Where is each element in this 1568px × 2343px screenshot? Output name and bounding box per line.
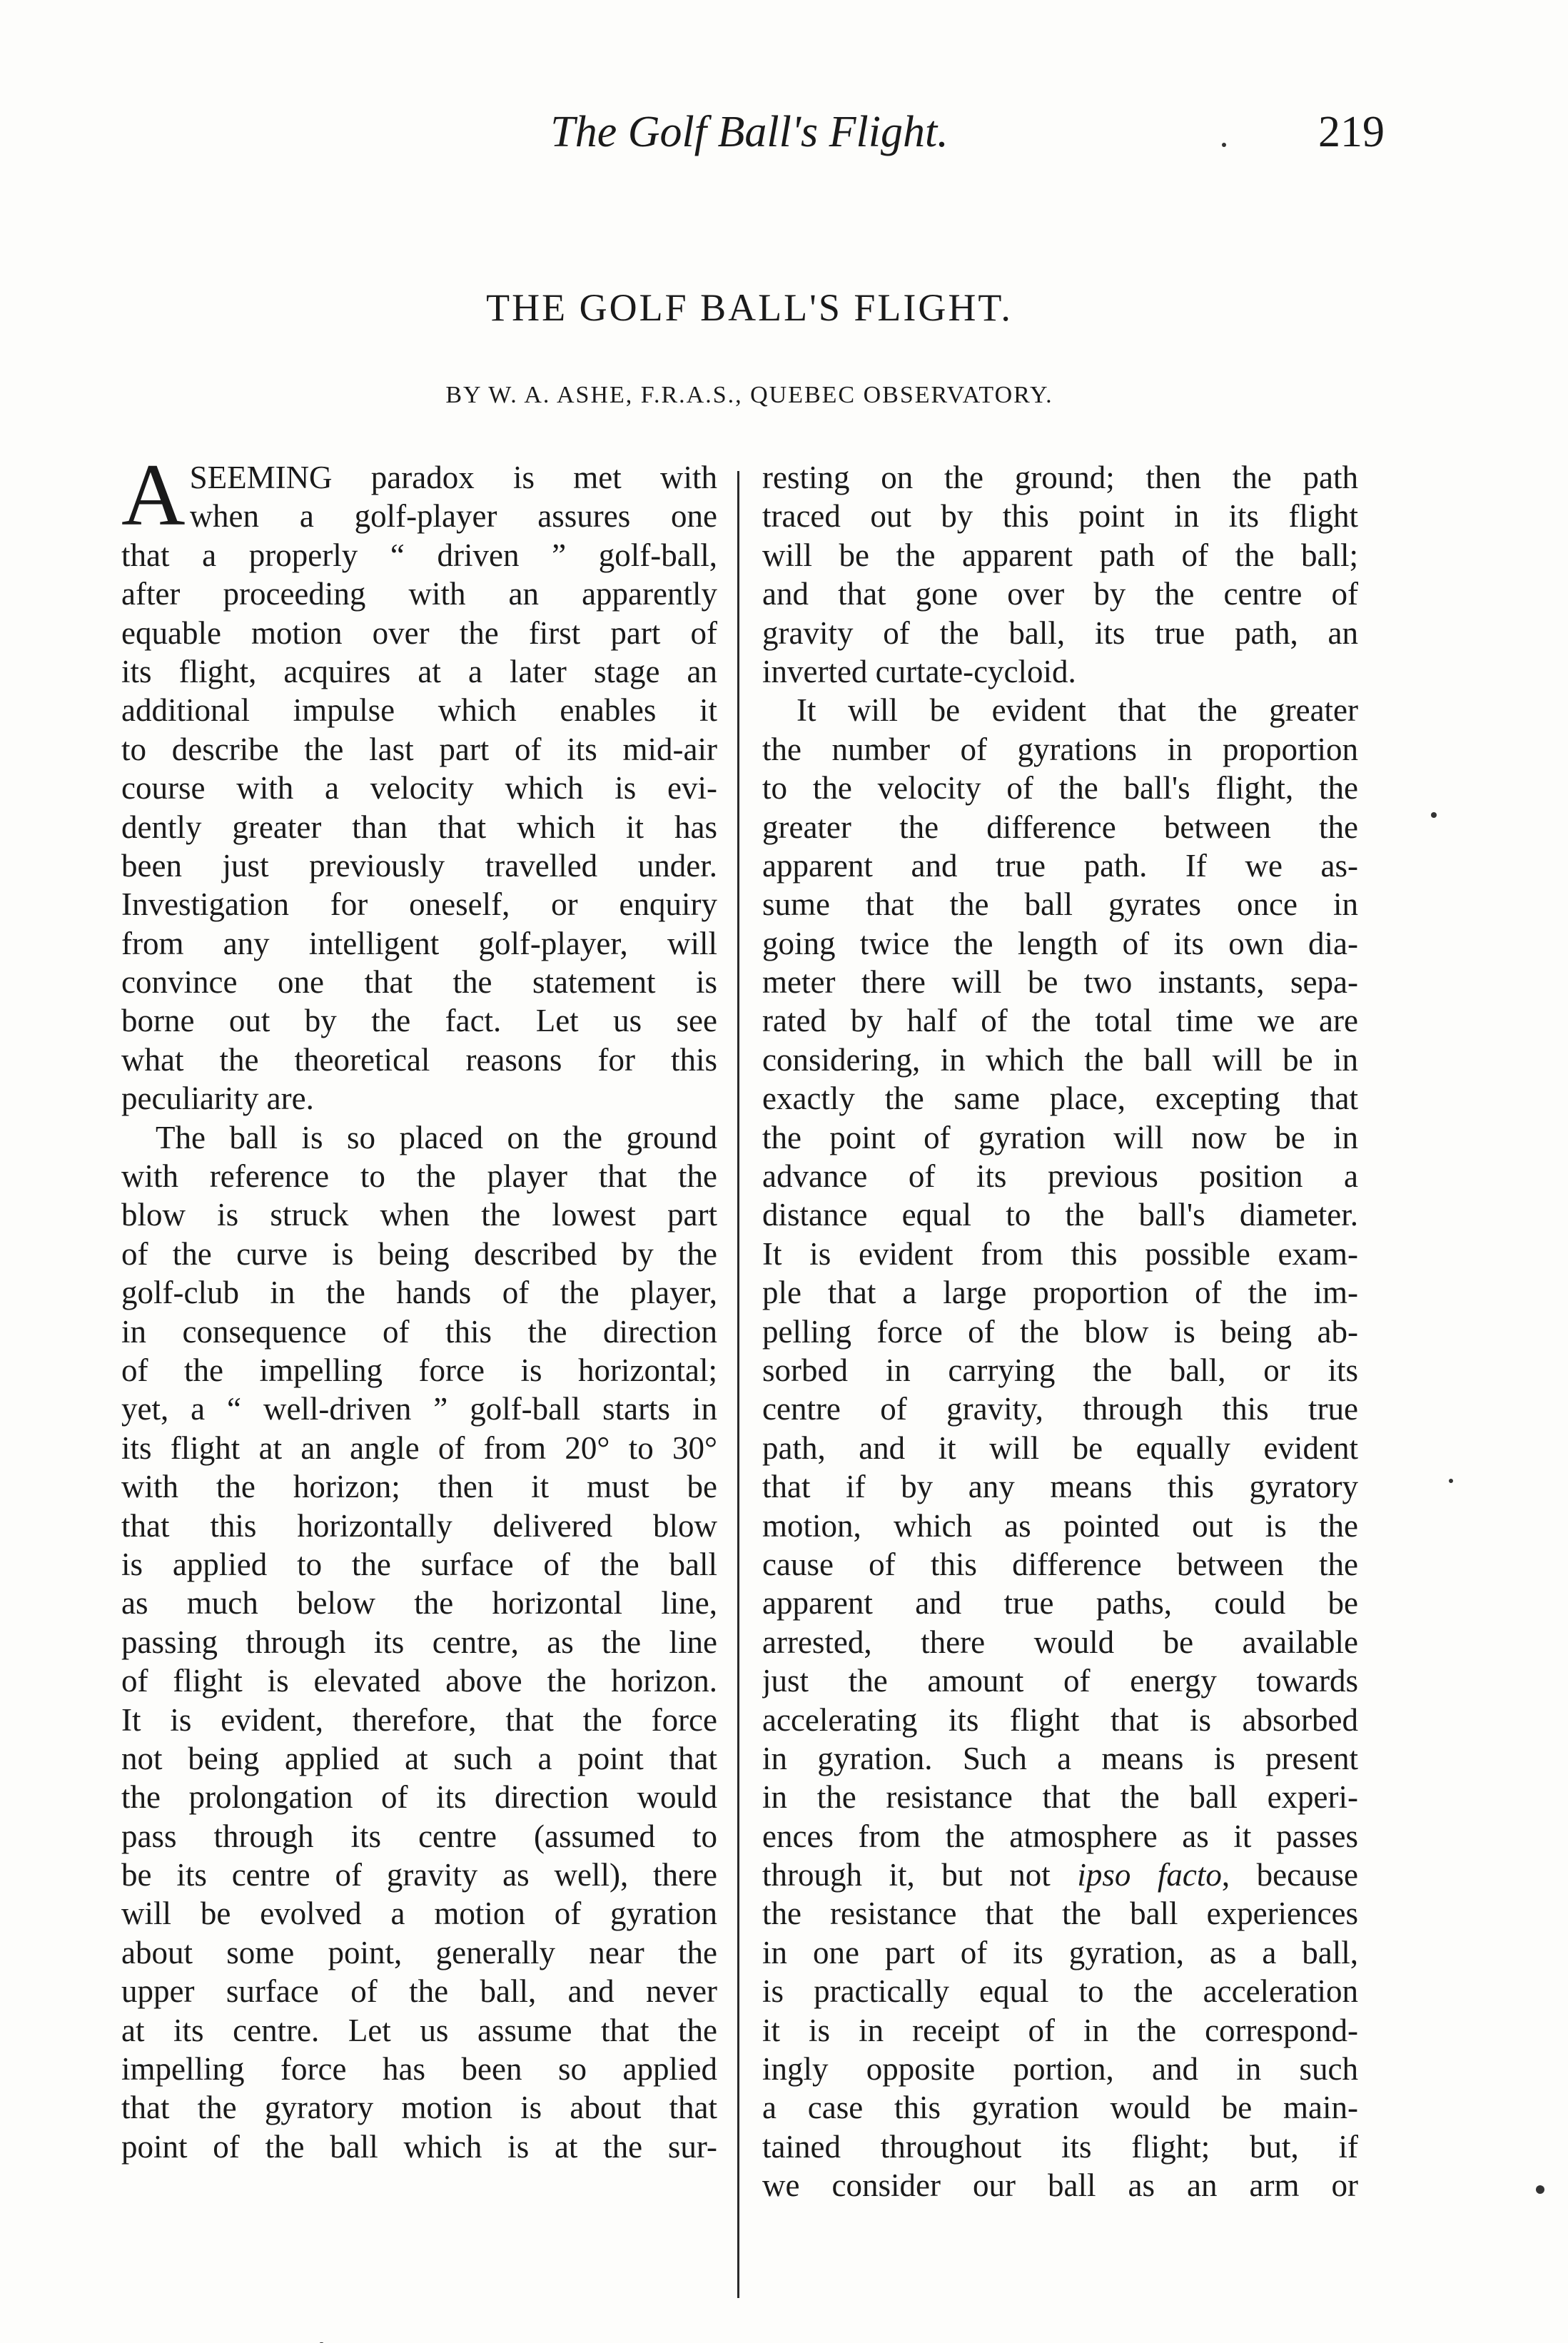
text-line: arrested, there would be available bbox=[762, 1624, 1358, 1660]
text-line: inverted curtate-cycloid. bbox=[762, 653, 1076, 689]
text-line: yet, a “ well-driven ” golf-ball starts in bbox=[121, 1391, 717, 1427]
text-line: that if by any means this gyratory bbox=[762, 1469, 1358, 1505]
text-line: pelling force of the blow is being ab- bbox=[762, 1313, 1358, 1350]
text-line: a case this gyration would be main- bbox=[762, 2090, 1358, 2126]
text-line: accelerating its flight that is absorbed bbox=[762, 1701, 1358, 1738]
text-line: course with a velocity which is evi- bbox=[121, 770, 717, 806]
text-line: centre of gravity, through this true bbox=[762, 1391, 1358, 1427]
text-line: will be the apparent path of the ball; bbox=[762, 537, 1358, 573]
text-line: ences from the atmosphere as it passes bbox=[762, 1818, 1358, 1854]
text-line: dently greater than that which it has bbox=[121, 809, 717, 845]
text-line: path, and it will be equally evident bbox=[762, 1429, 1358, 1466]
text-line-with-italic bbox=[762, 1856, 1358, 1894]
text-line: about some point, generally near the bbox=[121, 1934, 717, 1970]
text-line: sorbed in carrying the ball, or its bbox=[762, 1352, 1358, 1388]
text-line: just the amount of energy towards bbox=[762, 1663, 1358, 1699]
text-line: meter there will be two instants, sepa- bbox=[762, 964, 1358, 1001]
text-line: golf-club in the hands of the player, bbox=[121, 1275, 717, 1311]
text-line: upper surface of the ball, and never bbox=[121, 1973, 717, 2010]
text-line: what the theoretical reasons for this bbox=[121, 1041, 717, 1078]
text-line: from any intelligent golf-player, will bbox=[121, 925, 717, 961]
text-line: motion, which as pointed out is the bbox=[762, 1507, 1358, 1544]
text-line: to the velocity of the ball's flight, the bbox=[762, 770, 1358, 806]
column-divider bbox=[737, 471, 739, 2298]
text-line: that this horizontally delivered blow bbox=[121, 1507, 717, 1544]
text-line: resting on the ground; then the path bbox=[762, 460, 1358, 495]
text-line: gravity of the ball, its true path, an bbox=[762, 614, 1358, 651]
ink-speck bbox=[1431, 812, 1437, 818]
text-line: Investigation for oneself, or enquiry bbox=[121, 886, 717, 923]
text-line: traced out by this point in its flight bbox=[762, 498, 1358, 535]
text-line: greater the difference between the bbox=[762, 809, 1358, 845]
text-line: ple that a large proportion of the im- bbox=[762, 1275, 1358, 1311]
text-line: impelling force has been so applied bbox=[121, 2051, 717, 2088]
text-line: ingly opposite portion, and in such bbox=[762, 2051, 1358, 2088]
text-line: equable motion over the first part of bbox=[121, 614, 717, 651]
text-line: considering, in which the ball will be in bbox=[762, 1041, 1358, 1078]
text-line: when a golf-player assures one bbox=[189, 498, 717, 535]
text-line: apparent and true path. If we as- bbox=[762, 847, 1358, 884]
text-line: with the horizon; then it must be bbox=[121, 1469, 717, 1505]
text-line: of flight is elevated above the horizon. bbox=[121, 1663, 717, 1699]
text-line: the number of gyrations in proportion bbox=[762, 731, 1358, 767]
left-first-line: SEEMING paradox is met with bbox=[189, 460, 717, 495]
text-line: of the impelling force is horizontal; bbox=[121, 1352, 717, 1388]
text-line: peculiarity are. bbox=[121, 1081, 314, 1117]
text-line: is practically equal to the acceleration bbox=[762, 1973, 1358, 2010]
article-title: THE GOLF BALL'S FLIGHT. bbox=[486, 286, 1013, 329]
text-line: in gyration. Such a means is present bbox=[762, 1740, 1358, 1776]
text-line: It will be evident that the greater bbox=[796, 692, 1358, 729]
ink-speck bbox=[1536, 2185, 1544, 2194]
text-line: with reference to the player that the bbox=[121, 1158, 717, 1195]
text-segment: , because bbox=[1221, 1857, 1358, 1893]
text-line: it is in receipt of in the correspond- bbox=[762, 2012, 1358, 2048]
text-line: be its centre of gravity as well), there bbox=[121, 1857, 717, 1893]
text-line: apparent and true paths, could be bbox=[762, 1585, 1358, 1621]
text-line: not being applied at such a point that bbox=[121, 1740, 717, 1776]
text-line: additional impulse which enables it bbox=[121, 692, 717, 729]
text-line: The ball is so placed on the ground bbox=[156, 1119, 717, 1155]
text-line: It is evident from this possible exam- bbox=[762, 1235, 1358, 1272]
ink-speck bbox=[1449, 1479, 1453, 1483]
left-column bbox=[121, 446, 717, 2166]
text-segment: through it, but not bbox=[762, 1857, 1078, 1893]
text-line: point of the ball which is at the sur- bbox=[121, 2128, 717, 2165]
text-line: to describe the last part of its mid-air bbox=[121, 731, 717, 767]
text-line: its flight at an angle of from 20° to 30° bbox=[121, 1429, 717, 1466]
drop-cap: A bbox=[121, 446, 186, 544]
running-title: The Golf Ball's Flight. bbox=[550, 108, 949, 156]
text-line: advance of its previous position a bbox=[762, 1158, 1358, 1195]
right-column bbox=[762, 458, 1358, 2205]
italic-phrase: ipso facto bbox=[1077, 1857, 1222, 1893]
ink-speck bbox=[1222, 143, 1226, 147]
text-line: exactly the same place, excepting that bbox=[762, 1081, 1358, 1117]
text-line: rated by half of the total time we are bbox=[762, 1003, 1358, 1039]
text-line: its flight, acquires at a later stage an bbox=[121, 653, 717, 689]
article-byline: BY W. A. ASHE, F.R.A.S., QUEBEC OBSERVATORY. bbox=[445, 382, 1053, 408]
text-line: It is evident, therefore, that the force bbox=[121, 1701, 717, 1738]
text-line: going twice the length of its own dia- bbox=[762, 925, 1358, 961]
text-line: pass through its centre (assumed to bbox=[121, 1818, 717, 1854]
text-line: is applied to the surface of the ball bbox=[121, 1546, 717, 1582]
text-line: we consider our ball as an arm or bbox=[762, 2167, 1358, 2204]
text-line: in one part of its gyration, as a ball, bbox=[762, 1934, 1358, 1970]
text-line: been just previously travelled under. bbox=[121, 847, 717, 884]
text-line: the resistance that the ball experiences bbox=[762, 1896, 1358, 1932]
text-line: sume that the ball gyrates once in bbox=[762, 886, 1358, 923]
text-line: convince one that the statement is bbox=[121, 964, 717, 1001]
text-line: cause of this difference between the bbox=[762, 1546, 1358, 1582]
text-line: as much below the horizontal line, bbox=[121, 1585, 717, 1621]
text-line: will be evolved a motion of gyration bbox=[121, 1896, 717, 1932]
text-line: the point of gyration will now be in bbox=[762, 1119, 1358, 1155]
text-line: blow is struck when the lowest part bbox=[121, 1197, 717, 1233]
text-line: in the resistance that the ball experi- bbox=[762, 1779, 1358, 1816]
page-number: 219 bbox=[1318, 108, 1385, 156]
text-line: and that gone over by the centre of bbox=[762, 576, 1358, 612]
text-line: after proceeding with an apparently bbox=[121, 576, 717, 612]
running-head bbox=[114, 107, 1385, 164]
text-line: that the gyratory motion is about that bbox=[121, 2090, 717, 2126]
text-line: tained throughout its flight; but, if bbox=[762, 2128, 1358, 2165]
text-line: at its centre. Let us assume that the bbox=[121, 2012, 717, 2048]
text-line: borne out by the fact. Let us see bbox=[121, 1003, 717, 1039]
text-line: passing through its centre, as the line bbox=[121, 1624, 717, 1660]
text-line: in consequence of this the direction bbox=[121, 1313, 717, 1350]
text-line: of the curve is being described by the bbox=[121, 1235, 717, 1272]
text-line: distance equal to the ball's diameter. bbox=[762, 1197, 1358, 1233]
text-line: that a properly “ driven ” golf-ball, bbox=[121, 537, 717, 573]
text-line: the prolongation of its direction would bbox=[121, 1779, 717, 1816]
